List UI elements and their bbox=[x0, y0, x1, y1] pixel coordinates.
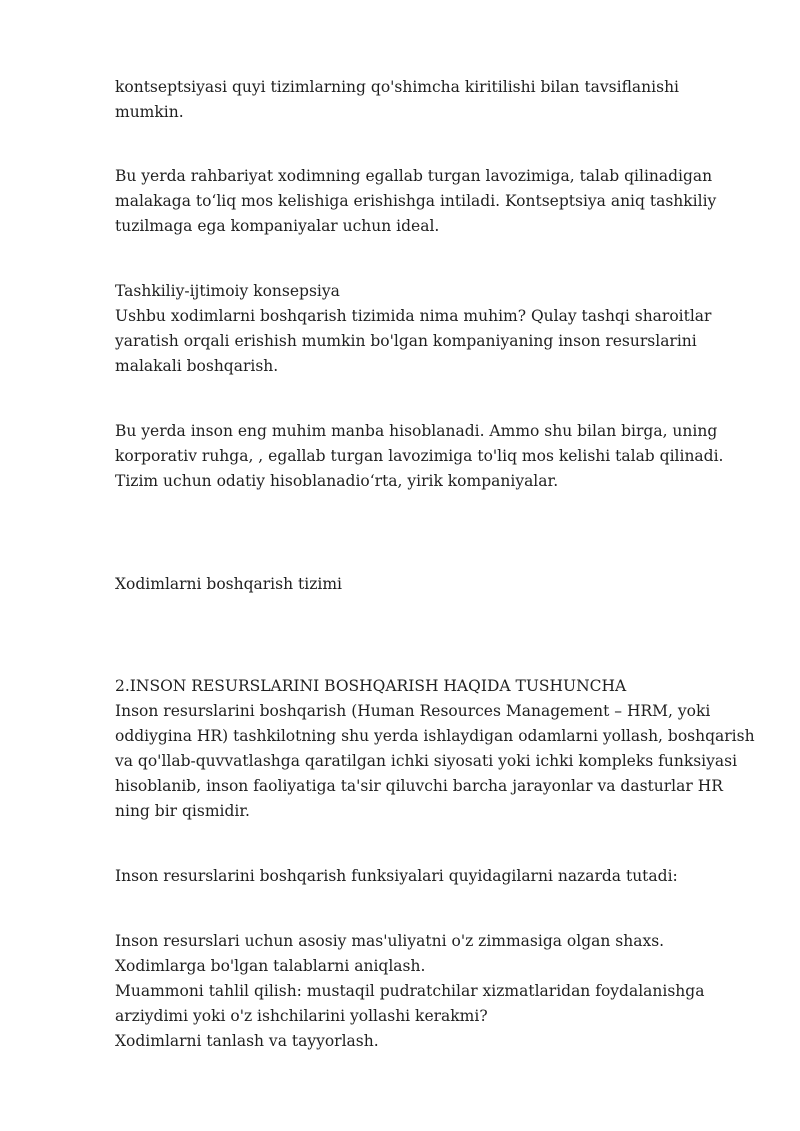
text-line: Bu yerda inson eng muhim manba hisoblanadi. Ammo shu bilan birga, uning bbox=[115, 422, 718, 440]
text-line: Bu yerda rahbariyat xodimning egallab turgan lavozimiga, talab qilinadigan bbox=[115, 167, 713, 185]
paragraph-1 bbox=[115, 75, 755, 125]
paragraph-2 bbox=[115, 164, 755, 239]
paragraph-8 bbox=[115, 929, 755, 1054]
section-heading: 2.INSON RESURSLARINI BOSHQARISH HAQIDA TUSHUNCHA bbox=[115, 677, 627, 695]
text-line: ning bir qismidir. bbox=[115, 802, 250, 820]
text-line: tuzilmaga ega kompaniyalar uchun ideal. bbox=[115, 217, 440, 235]
text-line: Inson resurslarini boshqarish funksiyalari quyidagilarni nazarda tutadi: bbox=[115, 867, 678, 885]
text-line: korporativ ruhga, , egallab turgan lavozimiga to'liq mos kelishi talab qilinadi. bbox=[115, 447, 724, 465]
text-line: malakaga to‘liq mos kelishiga erishishga intiladi. Kontseptsiya aniq tashkiliy bbox=[115, 192, 717, 210]
text-line: kontseptsiyasi quyi tizimlarning qo'shimcha kiritilishi bilan tavsiflanishi bbox=[115, 78, 680, 96]
list-item: Xodimlarga bo'lgan talablarni aniqlash. bbox=[115, 957, 426, 975]
text-line: hisoblanib, inson faoliyatiga ta'sir qiluvchi barcha jarayonlar va dasturlar HR bbox=[115, 777, 723, 795]
text-line: Ushbu xodimlarni boshqarish tizimida nima muhim? Qulay tashqi sharoitlar bbox=[115, 307, 712, 325]
paragraph-3 bbox=[115, 279, 755, 379]
section-heading: Xodimlarni boshqarish tizimi bbox=[115, 575, 342, 593]
paragraph-5 bbox=[115, 572, 755, 597]
text-line: oddiygina HR) tashkilotning shu yerda ishlaydigan odamlarni yollash, boshqarish bbox=[115, 727, 755, 745]
list-item: Muammoni tahlil qilish: mustaqil pudratchilar xizmatlaridan foydalanishga bbox=[115, 982, 705, 1000]
text-line: yaratish orqali erishish mumkin bo'lgan kompaniyaning inson resurslarini bbox=[115, 332, 697, 350]
list-item: Xodimlarni tanlash va tayyorlash. bbox=[115, 1032, 379, 1050]
section-heading: Tashkiliy-ijtimoiy konsepsiya bbox=[115, 282, 340, 300]
paragraph-4 bbox=[115, 419, 755, 494]
list-item: Inson resurslari uchun asosiy mas'uliyatni o'z zimmasiga olgan shaxs. bbox=[115, 932, 665, 950]
paragraph-7 bbox=[115, 864, 755, 889]
list-item: arziydimi yoki o'z ishchilarini yollashi kerakmi? bbox=[115, 1007, 488, 1025]
text-line: mumkin. bbox=[115, 103, 184, 121]
text-line: va qo'llab-quvvatlashga qaratilgan ichki siyosati yoki ichki kompleks funksiyasi bbox=[115, 752, 738, 770]
text-line: Tizim uchun odatiy hisoblanadio‘rta, yirik kompaniyalar. bbox=[115, 472, 559, 490]
paragraph-6 bbox=[115, 674, 755, 824]
text-line: Inson resurslarini boshqarish (Human Resources Management – HRM, yoki bbox=[115, 702, 711, 720]
text-line: malakali boshqarish. bbox=[115, 357, 279, 375]
